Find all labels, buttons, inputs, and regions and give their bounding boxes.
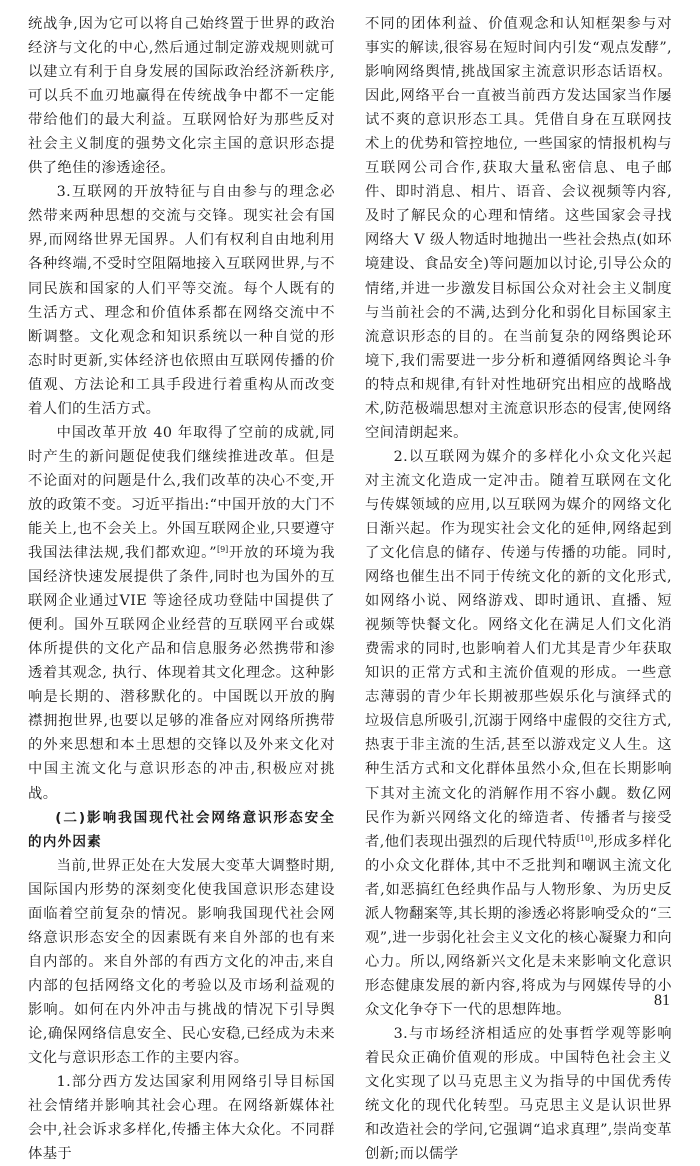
citation-ref[interactable]: [10]: [576, 833, 594, 843]
paragraph: 3.互联网的开放特征与自由参与的理念必然带来两种思想的交流与交锋。现实社会有国界,而网络世界无国界。人们有权利自由地利用各种终端,不受时空阻隔地接入互联网世界,与不同民族和国家的人们平等交流。每个人既有的生活方式、理念和价值体系都在网络交流中不断调整。文化观念和知识系统以一种自觉的形态时时更新,实体经济也依照由互联网传播的价值观、方法论和工具手段进行着重构从而改变着人们的生活方式。: [28, 184, 335, 417]
paragraph: 统战争,因为它可以将自己始终置于世界的政治经济与文化的中心,然后通过制定游戏规则就可以建立有利于自身发展的国际政治经济新秩序,可以兵不血刃地赢得在传统战争中都不一定能带给他们的最大利益。互联网恰好为那些反对社会主义制度的强势文化宗主国的意识形态提供了绝佳的渗透途径。: [28, 16, 335, 177]
section-heading: (二)影响我国现代社会网络意识形态安全的内外因素: [28, 809, 335, 850]
paragraph-text: 中国改革开放 40 年取得了空前的成就,同时产生的新问题促使我们继续推进改革。但是不论面对的问题是什么,我们改革的决心不变,开放的政策不变。习近平指出:“中国开放的大门不能关上,也不会关上。外国互联网企业,只要遵守我国法律法规,我们都欢迎。”: [28, 424, 335, 562]
page-number: 81: [654, 992, 670, 1009]
paragraph: 3.与市场经济相适应的处事哲学观等影响着民众正确价值观的形成。中国特色社会主义文化实现了以马克思主义为指导的中国优秀传统文化的现代化转型。马克思主义是认识世界和改造社会的学问,它强调“追求真理”,崇尚变革创新;而以儒学: [365, 1025, 672, 1163]
paragraph: [28, 421, 335, 806]
paragraph: 当前,世界正处在大发展大变革大调整时期,国际国内形势的深刻变化使我国意识形态建设面临着空前复杂的情况。影响我国现代社会网络意识形态安全的因素既有来自外部的也有来自内部的。来自外部的有西方文化的冲击,来自内部的包括网络文化的考验以及市场利益观的影响。如何在内外冲击与挑战的情况下引导舆论,确保网络信息安全、民心安稳,已经成为未来文化与意识形态工作的主要内容。: [28, 857, 335, 1067]
paragraph-text: 2.以互联网为媒介的多样化小众文化兴起对主流文化造成一定冲击。随着互联网在文化与传媒领域的应用,以互联网为媒介的网络文化日渐兴起。作为现实社会文化的延伸,网络起到了文化信息的储存、传递与传播的功能。同时,网络也催生出不同于传统文化的新的文化形式,如网络小说、网络游戏、即时通讯、直播、短视频等快餐文化。网络文化在满足人们文化消费需求的同时,也影响着人们尤其是青少年获取知识的正常方式和主流价值观的形成。一些意志薄弱的青少年长期被那些娱乐化与演绎式的垃圾信息所吸引,沉溺于网络中虚假的交往方式,热衷于非主流的生活,甚至以游戏定义人生。这种生活方式和文化群体虽然小众,但在长期影响下其对主流文化的消解作用不容小觑。数亿网民作为新兴网络文化的缔造者、传播者与接受者,他们表现出强烈的后现代特质: [365, 448, 672, 850]
left-column: [28, 12, 335, 1166]
paragraph: [365, 445, 672, 1022]
paragraph: 不同的团体利益、价值观念和认知框架参与对事实的解读,很容易在短时间内引发“观点发酵”,影响网络舆情,挑战国家主流意识形态话语权。因此,网络平台一直被当前西方发达国家当作屡试不爽的意识形态工具。凭借自身在互联网技术上的优势和管控地位, 一些国家的情报机构与互联网公司合作,获取大量私密信息、电子邮件、即时消息、相片、语音、会议视频等内容,及时了解民众的心理和情绪。这些国家会寻找网络大 V 级人物适时地抛出一些社会热点(如环境建设、食品安全)等问题加以讨论,引导公众的情绪,并进一步激发目标国公众对社会主义制度与当前社会的不满,达到分化和弱化目标国家主流意识形态的目的。在当前复杂的网络舆论环境下,我们需要进一步分析和遵循网络舆论斗争的特点和规律,有针对性地研究出相应的战略战术,防范极端思想对主流意识形态的侵害,使网络空间清朗起来。: [365, 16, 672, 441]
paragraph-text: ,形成多样化的小众文化群体,其中不乏批判和嘲讽主流文化者,如恶搞红色经典作品与人物形象、为历史反派人物翻案等,其长期的渗透必将影响受众的“三观”,进一步弱化社会主义文化的核心凝聚力和向心力。所以,网络新兴文化是未来影响文化意识形态健康发展的新内容,将成为与网媒传导的小众文化争夺下一代的思想阵地。: [365, 833, 672, 1018]
citation-ref[interactable]: [9]: [216, 545, 229, 555]
paragraph: 1.部分西方发达国家利用网络引导目标国社会情绪并影响其社会心理。在网络新媒体社会中,社会诉求多样化,传播主体大众化。不同群体基于: [28, 1074, 335, 1163]
paragraph-text: 开放的环境为我国经济快速发展提供了条件,同时也为国外的互联网企业通过VIE 等途径成功登陆中国提供了便利。国外互联网企业经营的互联网平台或媒体所提供的文化产品和信息服务必然携带和渗透着其观念, 执行、体现着其文化理念。这种影响是长期的、潜移默化的。中国既以开放的胸襟拥抱世界,也要以足够的准备应对网络所携带的外来思想和本土思想的交锋以及外来文化对中国主流文化与意识形态的冲击,积极应对挑战。: [28, 545, 335, 802]
right-column: [365, 12, 672, 1166]
